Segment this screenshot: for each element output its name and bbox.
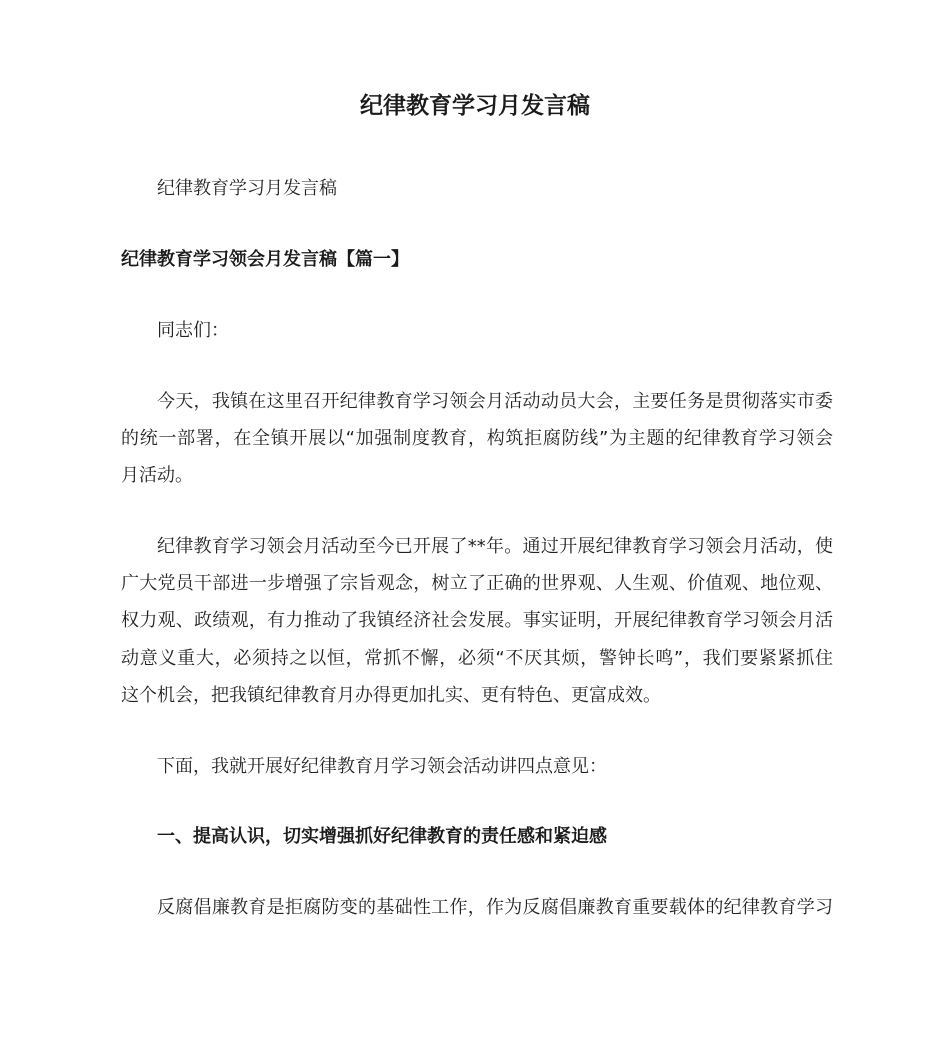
- paragraph-1-line-1: 今天，我镇在这里召开纪律教育学习领会月活动动员大会，主要任务是贯彻落实市委: [157, 391, 833, 412]
- paragraph-2-line-2: 广大党员干部进一步增强了宗旨观念，树立了正确的世界观、人生观、价值观、地位观、: [121, 573, 833, 594]
- paragraph-2-line-4: 动意义重大，必须持之以恒，常抓不懈，必须“不厌其烦，警钟长鸣”，我们要紧紧抓住: [121, 648, 833, 669]
- section-heading: 纪律教育学习领会月发言稿【篇一】: [121, 249, 409, 270]
- paragraph-2-line-1: 纪律教育学习领会月活动至今已开展了**年。通过开展纪律教育学习领会月活动，使: [157, 536, 833, 557]
- paragraph-1-line-2: 的统一部署，在全镇开展以“加强制度教育，构筑拒腐防线”为主题的纪律教育学习领会: [121, 428, 833, 449]
- paragraph-4-line-1: 反腐倡廉教育是拒腐防变的基础性工作，作为反腐倡廉教育重要载体的纪律教育学习: [157, 897, 833, 918]
- point-1-heading: 一、提高认识，切实增强抓好纪律教育的责任感和紧迫感: [157, 826, 607, 847]
- document-subtitle: 纪律教育学习月发言稿: [157, 178, 337, 199]
- paragraph-3: 下面，我就开展好纪律教育月学习领会活动讲四点意见：: [157, 756, 607, 777]
- document-title: 纪律教育学习月发言稿: [360, 93, 590, 119]
- paragraph-2-line-3: 权力观、政绩观，有力推动了我镇经济社会发展。事实证明，开展纪律教育学习领会月活: [121, 610, 833, 631]
- paragraph-2-line-5: 这个机会，把我镇纪律教育月办得更加扎实、更有特色、更富成效。: [121, 685, 661, 706]
- salutation: 同志们：: [157, 320, 229, 341]
- paragraph-1-line-3: 月活动。: [121, 465, 193, 486]
